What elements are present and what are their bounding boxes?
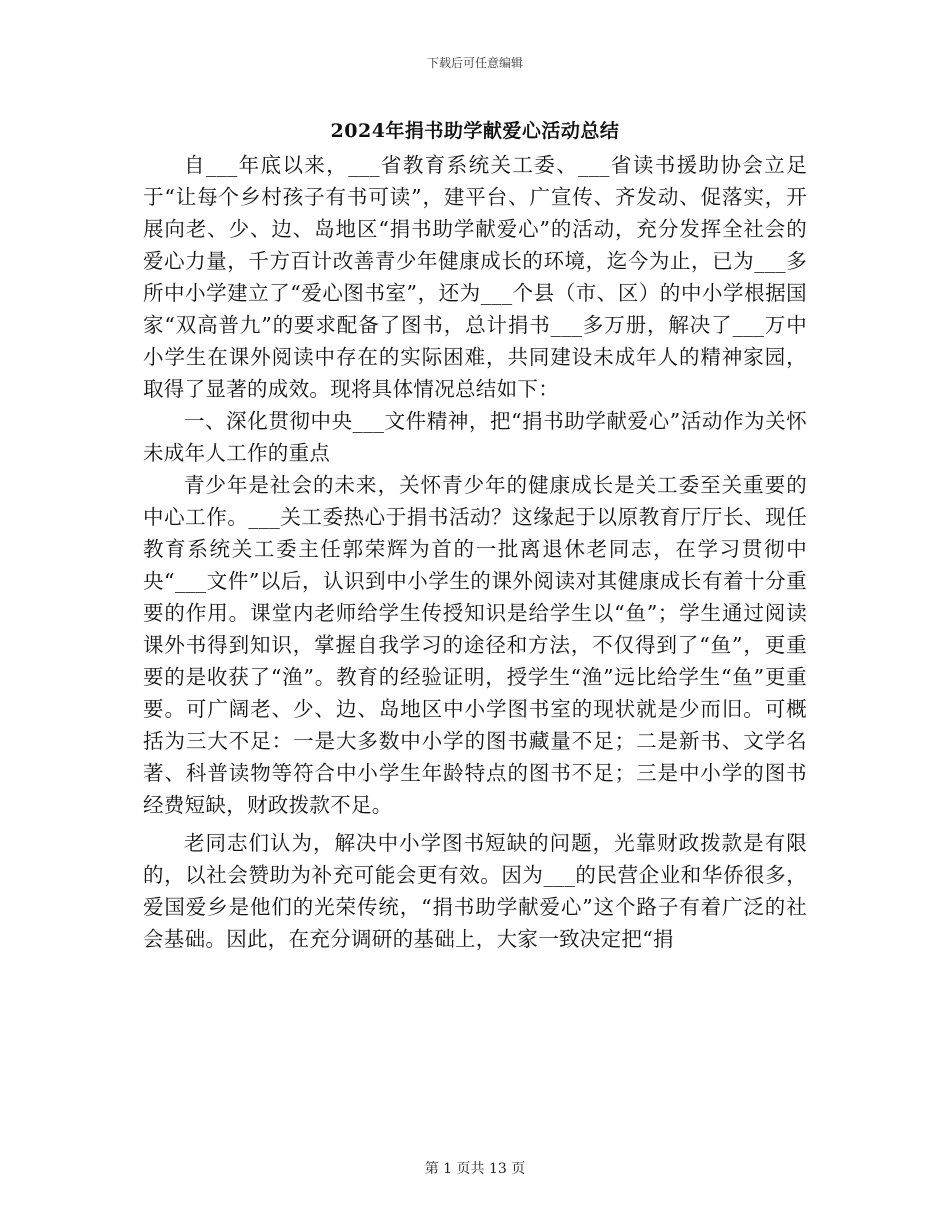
paragraph-section-heading: 一、深化贯彻中央___文件精神，把“捐书助学献爱心”活动作为关怀未成年人工作的重点 bbox=[143, 409, 807, 465]
header-note: 下载后可任意编辑 bbox=[426, 56, 523, 70]
document-body bbox=[143, 149, 807, 955]
document-title: 2024年捐书助学献爱心活动总结 bbox=[330, 120, 620, 142]
paragraph-intro: 自___年底以来，___省教育系统关工委、___省读书援助协会立足于“让每个乡村孩子有书可读”，建平台、广宣传、齐发动、促落实，开展向老、少、边、岛地区“捐书助学献爱心”的活动，充分发挥全社会的爱心力量，千方百计改善青少年健康成长的环境，迄今为止，已为___多所中小学建立了“爱心图书室”，还为___个县（市、区）的中小学根据国家“双高普九”的要求配备了图书，总计捐书___多万册，解决了___万中小学生在课外阅读中存在的实际困难，共同建设未成年人的精神家园，取得了显著的成效。现将具体情况总结如下： bbox=[143, 153, 807, 401]
page-footer: 第 1 页共 13 页 bbox=[424, 1161, 526, 1177]
paragraph-opinion: 老同志们认为，解决中小学图书短缺的问题，光靠财政拨款是有限的，以社会赞助为补充可能会更有效。因为___的民营企业和华侨很多，爱国爱乡是他们的光荣传统，“捐书助学献爱心”这个路子有着广泛的社会基础。因此，在充分调研的基础上，大家一致决定把“捐 bbox=[143, 831, 807, 951]
paragraph-background: 青少年是社会的未来，关怀青少年的健康成长是关工委至关重要的中心工作。___关工委热心于捐书活动？这缘起于以原教育厅厅长、现任教育系统关工委主任郭荣辉为首的一批离退休老同志，在学习贯彻中央“___文件”以后，认识到中小学生的课外阅读对其健康成长有着十分重要的作用。课堂内老师给学生传授知识是给学生以“鱼”；学生通过阅读课外书得到知识，掌握自我学习的途径和方法，不仅得到了“鱼”，更重要的是收获了“渔”。教育的经验证明，授学生“渔”远比给学生“鱼”更重要。可广阔老、少、边、岛地区中小学图书室的现状就是少而旧。可概括为三大不足：一是大多数中小学的图书藏量不足；二是新书、文学名著、科普读物等符合中小学生年龄特点的图书不足；三是中小学的图书经费短缺，财政拨款不足。 bbox=[143, 473, 807, 817]
